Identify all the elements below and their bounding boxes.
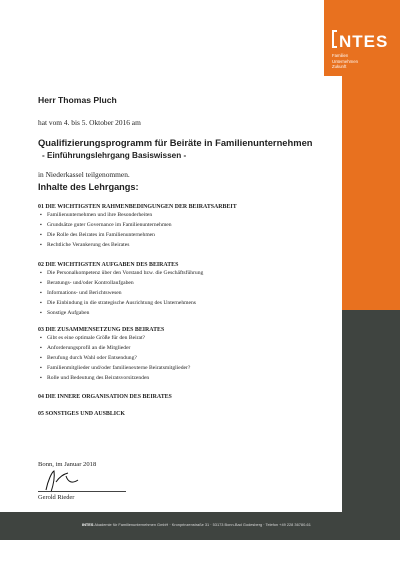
section-items (40, 211, 172, 251)
footer-text: Akademie für Familienunternehmen GmbH · Kronprinzenstraße 31 · 53173 Bonn-Bad Godesberg · Telefon +49 228 36780-61 (94, 522, 311, 527)
section-title: 01 DIE WICHTIGSTEN RAHMENBEDINGUNGEN DER BEIRATSARBEIT (38, 204, 237, 210)
section-items (40, 269, 203, 318)
dates-line: hat vom 4. bis 5. Oktober 2016 am (38, 118, 141, 127)
list-item: ▪ Sonstige Aufgaben (40, 309, 203, 319)
section-title: 02 DIE WICHTIGSTEN AUFGABEN DES BEIRATES (38, 262, 179, 268)
intes-logo (332, 30, 390, 70)
certificate-body (30, 76, 342, 512)
signature-stroke (46, 471, 78, 492)
program-subtitle: - Einführungslehrgang Basiswissen - (42, 151, 187, 160)
list-item: ▪ Familienmitglieder und/oder familienexterne Beiratsmitglieder? (40, 364, 190, 374)
list-item: ▪ Berufung durch Wahl oder Entsendung? (40, 354, 190, 364)
list-item: ▪ Die Personalkompetenz über den Vorstand bzw. die Geschäftsführung (40, 269, 203, 279)
section-title: 05 SONSTIGES UND AUSBLICK (38, 411, 125, 417)
list-item: ▪ Die Rolle des Beirates im Familienunternehmen (40, 231, 172, 241)
list-item: ▪ Informations- und Berichtswesen (40, 289, 203, 299)
signature-line (38, 491, 126, 492)
list-item: ▪ Rolle und Bedeutung des Beiratsvorsitzenden (40, 374, 190, 384)
contents-heading: Inhalte des Lehrgangs: (38, 182, 139, 192)
place-date: Bonn, im Januar 2018 (38, 461, 97, 468)
list-item: ▪ Grundsätze guter Governance im Familienunternehmen (40, 221, 172, 231)
list-item: ▪ Rechtliche Verankerung des Beirates (40, 241, 172, 251)
recipient-name: Herr Thomas Pluch (38, 95, 117, 105)
program-title: Qualifizierungsprogramm für Beiräte in Familienunternehmen (38, 137, 313, 148)
section-title: 04 DIE INNERE ORGANISATION DES BEIRATES (38, 394, 172, 400)
signatory-name: Gerold Rieder (38, 494, 75, 501)
logo-wordmark: NTES (332, 30, 390, 51)
list-item: ▪ Familienunternehmen und ihre Besonderheiten (40, 211, 172, 221)
footer-company: INTES (82, 522, 94, 527)
list-item: ▪ Beratungs- und/oder Kontrollaufgaben (40, 279, 203, 289)
section-items (40, 334, 190, 383)
list-item: ▪ Anforderungsprofil an die Mitglieder (40, 344, 190, 354)
logo-tagline: Familien Unternehmen Zukunft (332, 53, 359, 70)
footer-address (82, 522, 382, 527)
list-item: ▪ Die Einbindung in die strategische Ausrichtung des Unternehmens (40, 299, 203, 309)
list-item: ▪ Gibt es eine optimale Größe für den Beirat? (40, 334, 190, 344)
participation-line: in Niederkassel teilgenommen. (38, 170, 130, 179)
logo-bracket-icon (332, 30, 337, 48)
section-title: 03 DIE ZUSAMMENSETZUNG DES BEIRATES (38, 327, 165, 333)
